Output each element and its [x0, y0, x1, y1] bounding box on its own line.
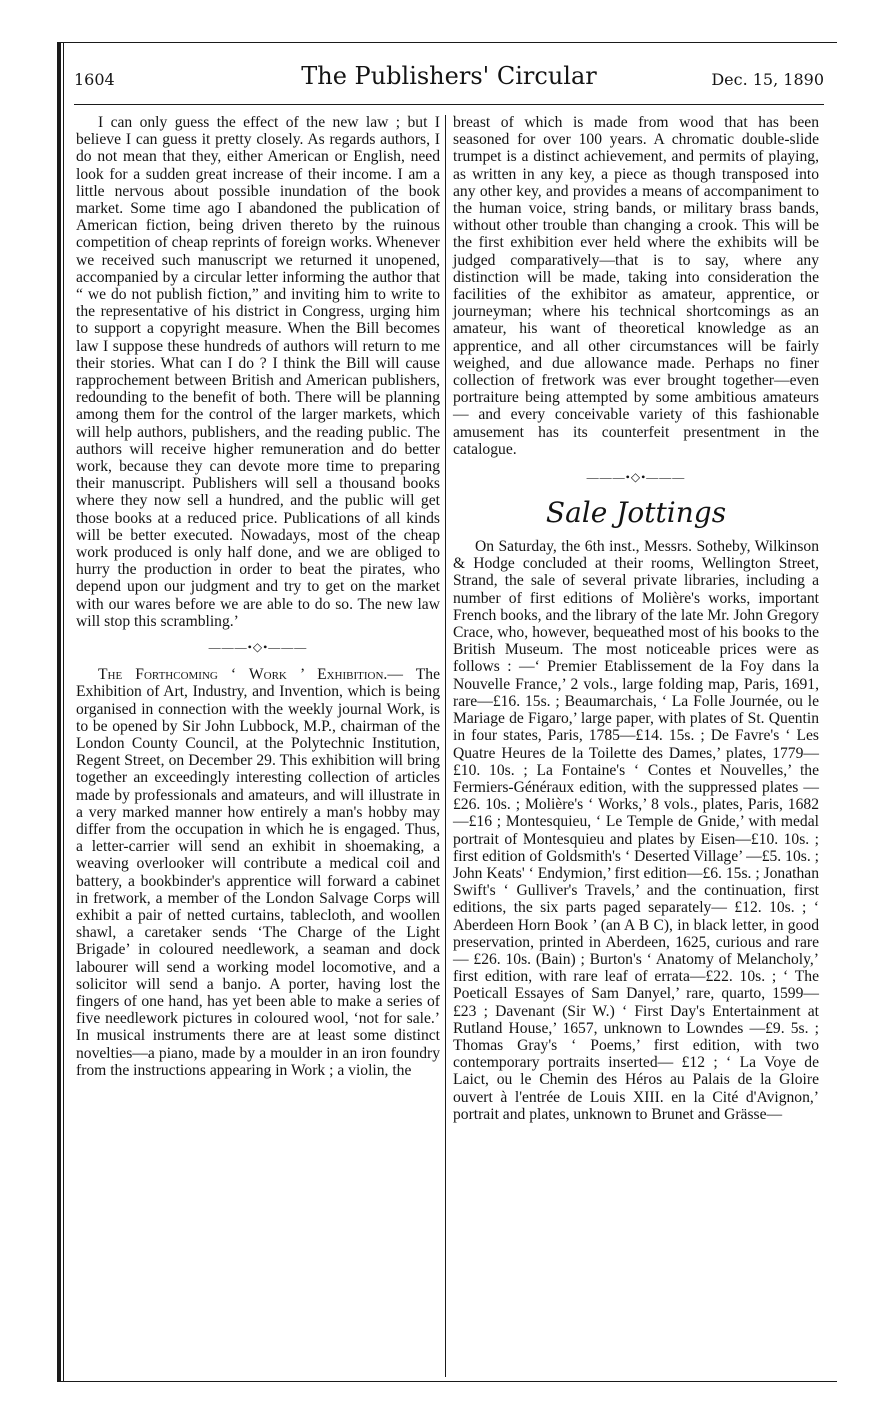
exhibition-paragraph	[76, 666, 440, 1079]
exhibition-continuation: breast of which is made from wood that has been seasoned for over 100 years. A chromatic double-slide trumpet is a distinct achievement, and permits of playing, as written in any key, a piece as though transposed into any other key, and provides a means of accompaniment to the human voice, string bands, or military brass bands, without other trouble than changing a crook. This will be the first exhibition ever held where the exhibits will be judged comparatively—that is to say, where any distinction will be made, taking into consideration the facilities of the exhibitor as amateur, apprentice, or journeyman; where his technical shortcomings as an amateur, his want of theoretical knowledge as an apprentice, and all other circumstances will be fairly weighed, and due allowance made. Perhaps no finer collection of fretwork was ever brought together—even portraiture being attempted by some ambitious amateurs — and every conceivable variety of this fashionable amusement has its counterfeit presentment in the catalogue.	[453, 114, 819, 458]
page-number: 1604	[74, 70, 115, 89]
exhibition-text: — The Exhibition of Art, Industry, and Invention, which is being organised in connection with the weekly journal Work, is to be opened by Sir John Lubbock, M.P., chairman of the London County Council, at the Polytechnic Institution, Regent Street, on December 29. This exhibition will bring together an exceedingly interesting collection of articles made by professionals and amateurs, and will illustrate in a very marked manner how entirely a man's hobby may differ from the occupation in which he is engaged. Thus, a letter-carrier will send an exhibit in shoemaking, a weaving overlooker will contribute a medical coil and battery, a bookbinder's apprentice will forward a cabinet in fretwork, a member of the London Salvage Corps will exhibit a pair of netted curtains, tablecloth, and woollen shawl, a caretaker sends ‘The Charge of the Light Brigade’ in coloured needlework, a seaman and dock labourer will send a working model locomotive, and a solicitor will send a banjo. A porter, having lost the fingers of one hand, has yet been able to make a series of five needlework pictures in coloured wool, ‘not for sale.’ In musical instruments there are at least some distinct novelties—a piano, made by a moulder in an iron foundry from the instructions appearing in Work ; a violin, the	[76, 666, 440, 1079]
page-border-top	[57, 42, 837, 43]
page-border-left-inner	[63, 42, 64, 1382]
exhibition-heading: The Forthcoming ‘ Work ’ Exhibition.	[98, 666, 388, 684]
page-border-bottom	[57, 1381, 837, 1382]
page-header	[74, 62, 824, 98]
publication-title: The Publishers' Circular	[301, 62, 597, 90]
left-column	[76, 114, 440, 1079]
section-divider: ———•◇•———	[208, 640, 308, 655]
right-column	[453, 114, 819, 1123]
page-border-left	[57, 42, 61, 1382]
section-divider: ———•◇•———	[586, 470, 686, 485]
column-rule	[445, 115, 446, 1377]
letter-paragraph: I can only guess the effect of the new law ; but I believe I can guess it pretty closely. As regards authors, I do not mean that they, either American or English, need look for a sudden great increase of their income. I am a little nervous about possible inundation of the book market. Some time ago I abandoned the publication of American fiction, being driven thereto by the ruinous competition of cheap reprints of foreign works. Whenever we received such manuscript we returned it unopened, accompanied by a circular letter informing the author that “ we do not publish fiction,” and inviting him to write to the representative of his district in Congress, urging him to support a copyright measure. When the Bill becomes law I suppose these hundreds of authors will return to me their stories. What can I do ? I think the Bill will cause rapprochement between British and American publishers, redounding to the benefit of both. There will be planning among them for the control of the larger markets, which will help authors, publishers, and the reading public. The authors will receive higher remuneration and do better work, because they can devote more time to preparing their manuscript. Publishers will sell a thousand books where they now sell a hundred, and the public will get those books at a reduced price. Publications of all kinds will be better executed. Nowadays, most of the cheap work produced is only half done, and we are obliged to hurry the production in order to beat the pirates, who depend upon our judgment and try to get on the market with our wares before we are able to do so. The new law will stop this scrambling.’	[76, 114, 440, 630]
sale-jottings-heading: Sale Jottings	[545, 496, 727, 530]
sale-paragraph: On Saturday, the 6th inst., Messrs. Sotheby, Wilkinson & Hodge concluded at their rooms, Wellington Street, Strand, the sale of several private libraries, including a number of first editions of Molière's works, important French books, and the library of the late Mr. John Gregory Crace, who, however, bequeathed most of his books to the British Museum. The most noticeable prices were as follows : —‘ Premier Etablissement de la Foy dans la Nouvelle France,’ 2 vols., large folding map, Paris, 1691, rare—£16. 15s. ; Beaumarchais, ‘ La Folle Journée, ou le Mariage de Figaro,’ large paper, with plates of St. Quentin in four states, Paris, 1785—£14. 15s. ; De Favre's ‘ Les Quatre Heures de la Toilette des Dames,’ plates, 1779—£10. 10s. ; La Fontaine's ‘ Contes et Nouvelles,’ the Fermiers-Généraux edition, with the suppressed plates —£26. 10s. ; Molière's ‘ Works,’ 8 vols., plates, Paris, 1682—£16 ; Montesquieu, ‘ Le Temple de Gnide,’ with medal portrait of Montesquieu and plates by Eisen—£10. 10s. ; first edition of Goldsmith's ‘ Deserted Village’ —£5. 10s. ; John Keats' ‘ Endymion,’ first edition—£6. 15s. ; Jonathan Swift's ‘ Gulliver's Travels,’ and the continuation, first editions, the six parts paged separately— £12. 10s. ; ‘ Aberdeen Horn Book ’ (an A B C), in black letter, in good preservation, printed in Aberdeen, 1625, curious and rare— £26. 10s. (Bain) ; Burton's ‘ Anatomy of Melancholy,’ first edition, with rare leaf of errata—£22. 10s. ; ‘ The Poeticall Essayes of Sam Danyel,’ rare, quarto, 1599—£23 ; Davenant (Sir W.) ‘ First Day's Entertainment at Rutland House,’ 1657, unknown to Lowndes —£9. 5s. ; Thomas Gray's ‘ Poems,’ first edition, with two contemporary portraits inserted— £12 ; ‘ La Voye de Laict, ou le Chemin des Héros au Palais de la Gloire ouvert à l'entrée de Louis XIII. en la Cité d'Avignon,’ portrait and plates, unknown to Brunet and Grässe—	[453, 538, 819, 1123]
header-rule	[74, 104, 824, 105]
issue-date: Dec. 15, 1890	[711, 70, 824, 89]
